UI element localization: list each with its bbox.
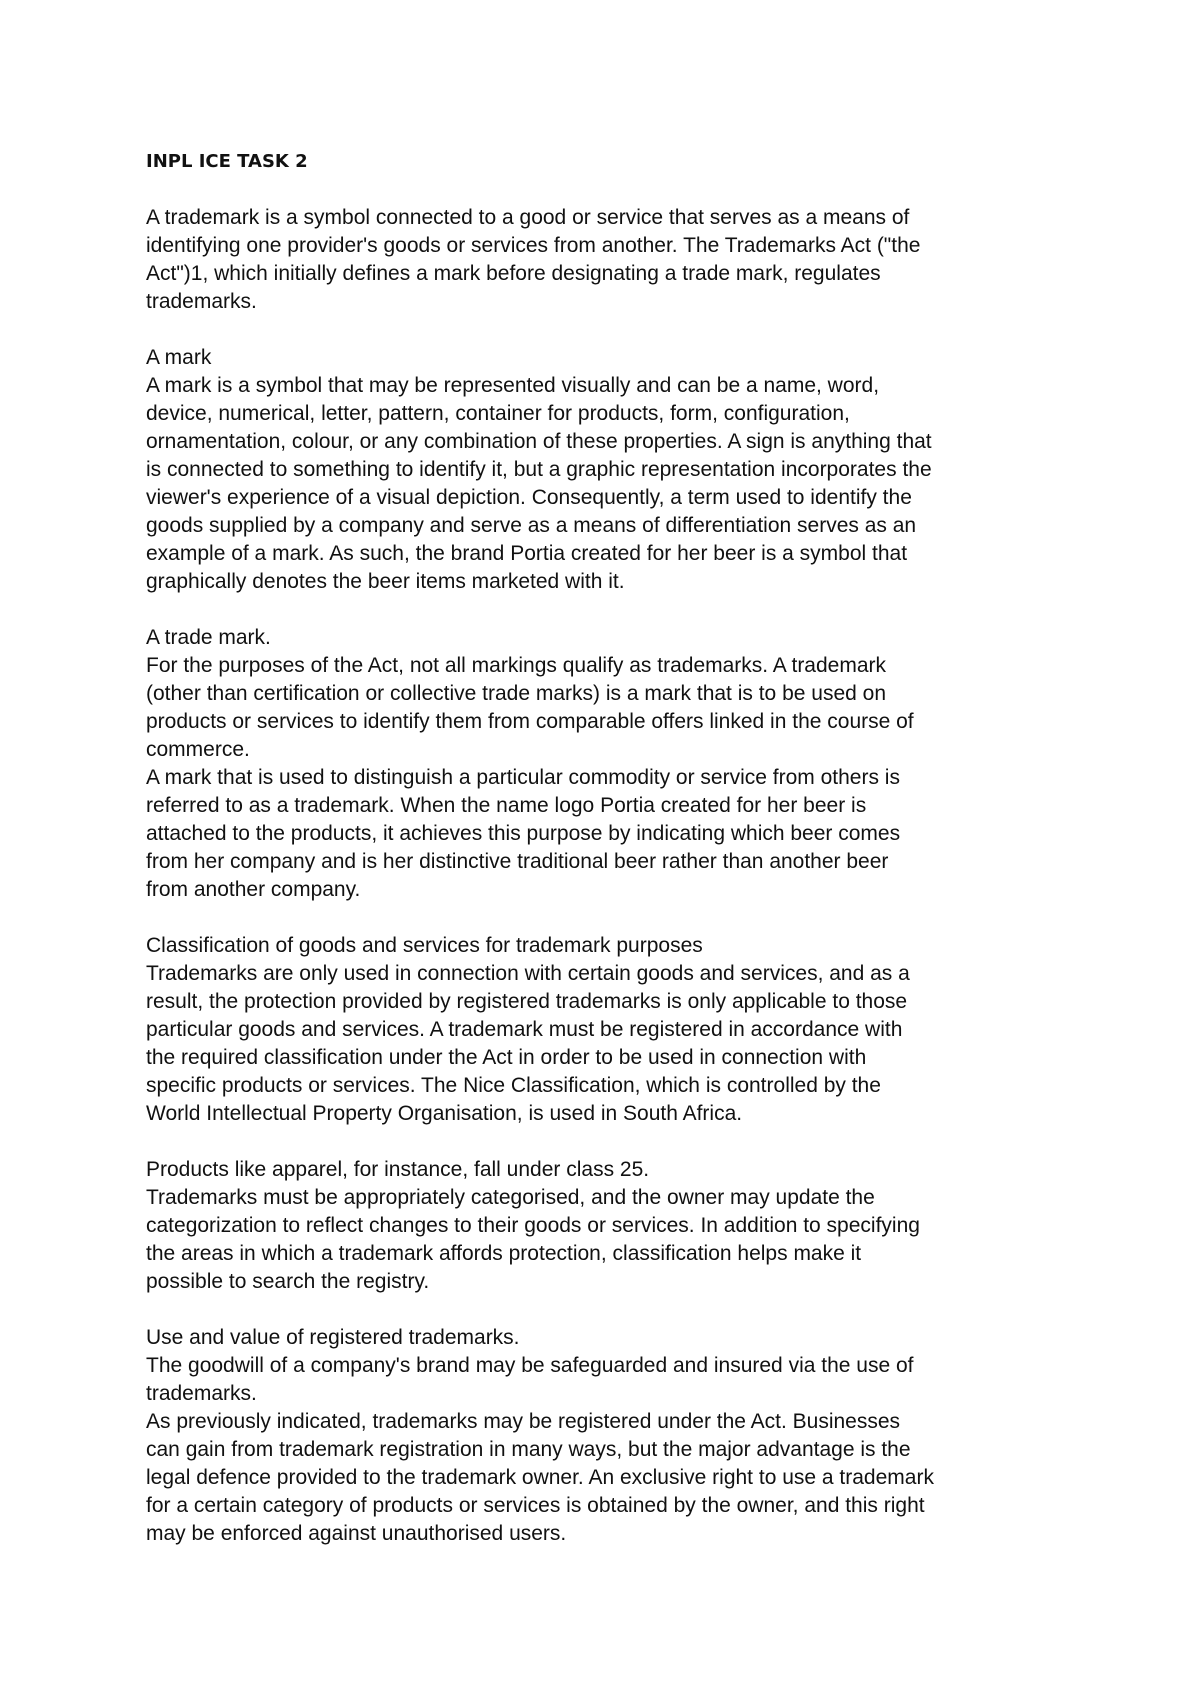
text-line: can gain from trademark registration in many ways, but the major advantage is the bbox=[146, 1438, 911, 1461]
text-line: A trade mark. bbox=[146, 626, 271, 649]
text-line: from her company and is her distinctive traditional beer rather than another beer bbox=[146, 850, 889, 873]
document-section bbox=[146, 204, 1076, 316]
text-line: referred to as a trademark. When the name logo Portia created for her beer is bbox=[146, 794, 867, 817]
text-line: identifying one provider's goods or services from another. The Trademarks Act ("the bbox=[146, 234, 921, 257]
text-line: goods supplied by a company and serve as a means of differentiation serves as an bbox=[146, 514, 917, 537]
text-line: the required classification under the Act in order to be used in connection with bbox=[146, 1046, 867, 1069]
text-line: Use and value of registered trademarks. bbox=[146, 1326, 520, 1349]
text-line: device, numerical, letter, pattern, container for products, form, configuration, bbox=[146, 402, 850, 425]
text-line: specific products or services. The Nice Classification, which is controlled by the bbox=[146, 1074, 881, 1097]
text-line: (other than certification or collective trade marks) is a mark that is to be used on bbox=[146, 682, 886, 705]
text-line: example of a mark. As such, the brand Portia created for her beer is a symbol that bbox=[146, 542, 908, 565]
text-line: products or services to identify them from comparable offers linked in the course of bbox=[146, 710, 914, 733]
document-sections bbox=[146, 204, 1076, 1548]
text-line: Products like apparel, for instance, fall under class 25. bbox=[146, 1158, 650, 1181]
text-line: A mark bbox=[146, 346, 212, 369]
text-line: viewer's experience of a visual depiction. Consequently, a term used to identify the bbox=[146, 486, 912, 509]
text-line: trademarks. bbox=[146, 1382, 257, 1405]
document-section bbox=[146, 344, 1076, 596]
text-line: A mark is a symbol that may be represented visually and can be a name, word, bbox=[146, 374, 880, 397]
text-line: legal defence provided to the trademark owner. An exclusive right to use a trademark bbox=[146, 1466, 934, 1489]
text-line: As previously indicated, trademarks may be registered under the Act. Businesses bbox=[146, 1410, 901, 1433]
text-line: graphically denotes the beer items marketed with it. bbox=[146, 570, 625, 593]
text-line: World Intellectual Property Organisation, is used in South Africa. bbox=[146, 1102, 743, 1125]
text-line: The goodwill of a company's brand may be safeguarded and insured via the use of bbox=[146, 1354, 914, 1377]
text-line: attached to the products, it achieves this purpose by indicating which beer comes bbox=[146, 822, 901, 845]
text-line: categorization to reflect changes to their goods or services. In addition to specifying bbox=[146, 1214, 920, 1237]
text-line: commerce. bbox=[146, 738, 250, 761]
text-line: particular goods and services. A trademark must be registered in accordance with bbox=[146, 1018, 903, 1041]
text-line: Act")1, which initially defines a mark before designating a trade mark, regulates bbox=[146, 262, 881, 285]
text-line: Classification of goods and services for trademark purposes bbox=[146, 934, 703, 957]
text-line: may be enforced against unauthorised users. bbox=[146, 1522, 567, 1545]
text-line: from another company. bbox=[146, 878, 361, 901]
document-title: INPL ICE TASK 2 bbox=[146, 151, 308, 172]
text-line: For the purposes of the Act, not all markings qualify as trademarks. A trademark bbox=[146, 654, 887, 677]
text-line: ornamentation, colour, or any combination of these properties. A sign is anything that bbox=[146, 430, 932, 453]
text-line: the areas in which a trademark affords protection, classification helps make it bbox=[146, 1242, 862, 1265]
document-section bbox=[146, 1324, 1076, 1548]
text-line: A mark that is used to distinguish a particular commodity or service from others is bbox=[146, 766, 900, 789]
text-line: Trademarks are only used in connection with certain goods and services, and as a bbox=[146, 962, 910, 985]
text-line: Trademarks must be appropriately categorised, and the owner may update the bbox=[146, 1186, 875, 1209]
text-line: possible to search the registry. bbox=[146, 1270, 430, 1293]
text-line: is connected to something to identify it, but a graphic representation incorporates the bbox=[146, 458, 932, 481]
text-line: trademarks. bbox=[146, 290, 257, 313]
text-line: A trademark is a symbol connected to a good or service that serves as a means of bbox=[146, 206, 910, 229]
document-section bbox=[146, 1156, 1076, 1296]
text-line: for a certain category of products or services is obtained by the owner, and this right bbox=[146, 1494, 925, 1517]
document-section bbox=[146, 932, 1076, 1128]
text-line: result, the protection provided by registered trademarks is only applicable to those bbox=[146, 990, 908, 1013]
document-body bbox=[146, 148, 1076, 1576]
document-section bbox=[146, 624, 1076, 904]
